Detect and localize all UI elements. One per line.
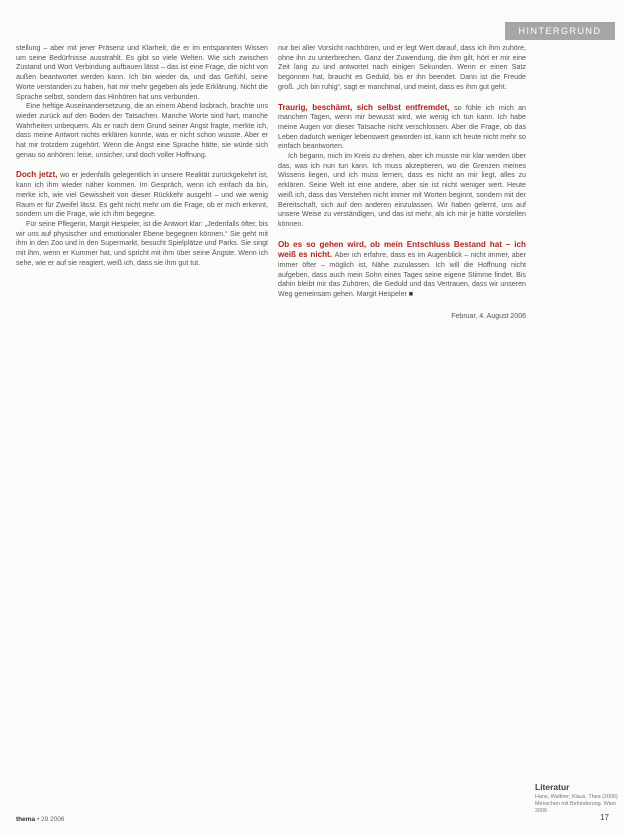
paragraph: nur bei aller Vorsicht nachhören, und er legt Wert darauf, dass ich ihm zuhöre, ohne ihn zu unterbrechen. Ganz der Zuwendung, die ihm gilt, hört er mir eine Zeit lang zu und antwortet nach einigen Sekunden. Wenn er einen Satz begonnen hat, braucht es Geduld, bis er ihn beendet. Dann ist die Freude groß. „Ich bin ruhig“, sagt er manchmal, und meint, dass es ihm gut geht. <box>278 44 526 91</box>
page-number: 17 <box>600 813 609 822</box>
end-mark-icon: ■ <box>408 290 414 299</box>
paragraph: Eine heftige Auseinandersetzung, die an einem Abend losbrach, brachte uns wieder zurück auf den Boden der Tatsachen. Manche Worte sind hart, manche Wahrheiten unbequem. Als er nach dem Grund seiner Angst fragte, merkte ich, dass meine Antwort nichts erklären konnte, was er nicht schon wusste. Aber er hat mir trotzdem zugehört. Wenn die Angst eine Sprache hätte, sie würde sich genau so anhören: leise, unsicher, und doch voller Hoffnung. <box>16 102 268 159</box>
literature-title: Literatur <box>535 782 570 792</box>
magazine-name: thema <box>16 816 36 823</box>
article-column-left <box>16 44 268 268</box>
paragraph-text: so fühle ich mich an manchen Tagen, wenn mir bewusst wird, wie wenig ich tun kann. Ich habe meine Augen vor dieser Tatsache nicht verschlossen. Aber die Frage, ob das Leben dadurch weniger lebenswert geworden ist, kann ich heute nicht mehr so einfach beantworten. <box>278 103 526 151</box>
paragraph-text: wo er jedenfalls gelegentlich in unsere Realität zurückgekehrt ist, kann ich ihm wieder näher kommen. Im Gespräch, wenn ich einfach da bin, merke ich, wie viel Gewissheit von dieser Rückkehr ausgeht – und wie wenig Raum er für Zweifel lässt. Es geht nicht mehr um die Frage, ob er mich erkennt, sondern um die Frage, wie ich ihm begegne. <box>16 171 269 219</box>
issue-number: • 29 2006 <box>36 816 65 823</box>
paragraph <box>16 170 268 220</box>
subheading: Ob es so gehen wird, ob mein Entschluss Bestand hat – ich weiß es nicht. <box>278 239 526 260</box>
footer <box>16 816 65 823</box>
article-column-right <box>278 44 526 322</box>
literature-box <box>535 782 621 815</box>
paragraph: stellung – aber mit jener Präsenz und Klarheit, die er im entspannten Wissen um seine Bedürfnisse ausstrahlt. Es gibt so viele Welten. Wie sich zwischen Zustand und Wort Verbindung aufbauen lässt – das ist eine Frage, die nicht von außen beantwortet werden kann. Ich bin wieder da, und das Gefühl, seine Worte verstanden zu haben, hat mir mehr gegeben als jede Erklärung. Nicht die Sprache selbst, sondern das Hinhören hat uns verbunden. <box>16 44 268 101</box>
author-name: Margit Hespeler <box>356 290 409 299</box>
paragraph <box>278 103 526 153</box>
section-label: HINTERGRUND <box>505 22 615 40</box>
paragraph-text: Aber ich erfahre, dass es im Augenblick – nicht immer, aber immer öfter – möglich ist, Nähe zuzulassen. Ich will die Hoffnung nicht aufgeben, dass auch mein Sohn eines Tages seine eigene Stimme findet. Bis dahin bleibt mir das Zuhören, die Geduld und das Vertrauen, dass wir unseren Weg gemeinsam gehen. <box>278 251 526 299</box>
paragraph: Ich begann, mich im Kreis zu drehen, aber ich musste mir klar werden über das, was ich nun tun kann. Ich muss akzeptieren, wo die Grenzen meines Wissens liegen, und ich muss lernen, dass es nicht an mir liegt, alles zu erklären. Seine Welt ist eine andere, aber sie ist nicht weniger wert. Heute weiß ich, dass das Verstehen nicht immer mit Worten beginnt, sondern mit der Bereitschaft, sich auf den anderen einzulassen. Wir haben gelernt, uns auf unsere Weise zu verständigen, und das ist mehr, als ich mir je hätte vorstellen können. <box>278 152 526 228</box>
paragraph <box>278 240 526 300</box>
subheading: Traurig, beschämt, sich selbst entfremdet, <box>278 102 455 112</box>
subheading: Doch jetzt, <box>16 170 61 180</box>
paragraph: Für seine Pflegerin, Margit Hespeler, ist die Antwort klar: „Jedenfalls öfter, bis wir uns auf physischer und emotionaler Ebene begegnen können.“ Sie geht mit ihm in den Zoo und in den Supermarkt, besucht Spielplätze und Parks. Sie singt mit ihm, wenn er Kummer hat, und spricht mit ihm über seine Ängste. Wenn ich sehe, wie er auf sie reagiert, weiß ich, dass sie ihm gut tut. <box>16 219 268 267</box>
dateline: Februar, 4. August 2006 <box>451 312 526 320</box>
literature-text: Hans, Walther; Klaus, Thea (2006) Menschen mit Behinderung. Wien 2006 <box>535 794 618 814</box>
